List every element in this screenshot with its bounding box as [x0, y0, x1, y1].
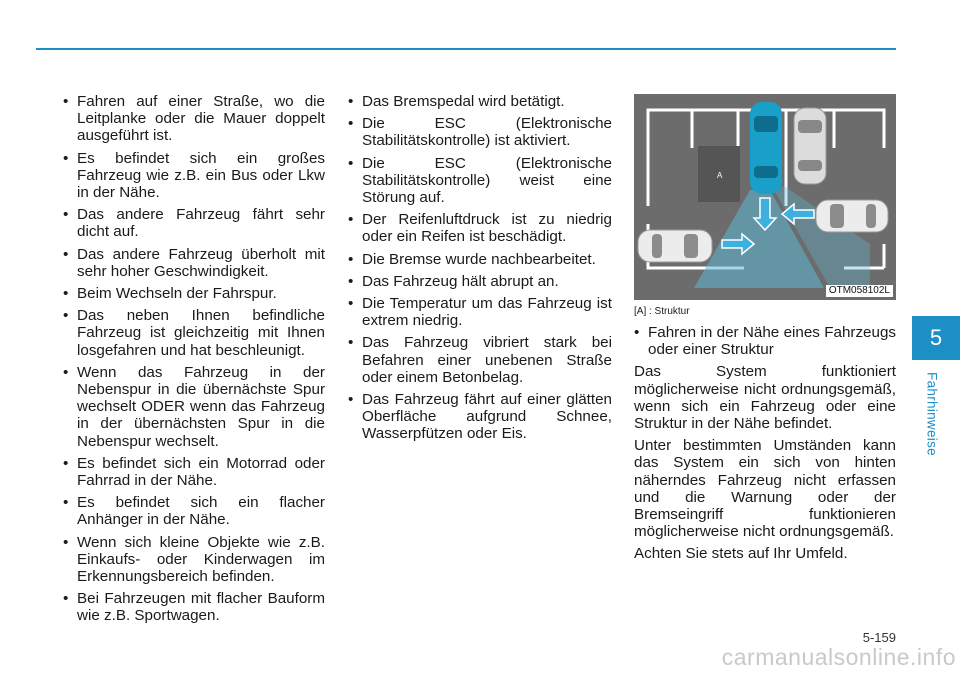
list-item: • Beim Wechseln der Fahrspur. — [63, 285, 325, 302]
list-item: • Das andere Fahrzeug überholt mit sehr hoher Geschwindigkeit. — [63, 246, 325, 280]
parked-car — [794, 108, 826, 184]
paragraph: Das System funktioniert möglicherweise nicht ordnungsgemäß, wenn sich ein Fahrzeug oder eine Struktur in der Nähe befindet. — [634, 363, 896, 433]
chapter-number-tab: 5 — [912, 316, 960, 360]
list-item: • Wenn sich kleine Objekte wie z.B. Einkaufs- oder Kinderwagen im Erkennungsbereich befinden. — [63, 534, 325, 586]
approaching-car-right — [816, 200, 888, 232]
paragraph: Achten Sie stets auf Ihr Umfeld. — [634, 545, 848, 563]
focus-car — [750, 102, 782, 194]
bullet-list-3 — [634, 324, 896, 358]
figure-code: OTM058102L — [826, 285, 893, 297]
list-item: • Der Reifenluftdruck ist zu niedrig oder ein Reifen ist beschädigt. — [348, 211, 612, 245]
list-item: • Die ESC (Elektronische Stabilitätskontrolle) weist eine Störung auf. — [348, 155, 612, 207]
column-3 — [634, 94, 896, 568]
chapter-title-vertical — [912, 366, 952, 462]
list-item: • Die Bremse wurde nachbearbeitet. — [348, 251, 612, 268]
list-item: • Das Fahrzeug vibriert stark bei Befahren einer unebenen Straße oder einem Betonbelag. — [348, 334, 612, 386]
bullet-list-2 — [348, 93, 612, 443]
approaching-car-left — [638, 230, 712, 262]
list-item: • Das Bremspedal wird betätigt. — [348, 93, 612, 110]
column-2 — [348, 93, 612, 448]
header-rule — [36, 48, 896, 50]
parking-lot-drawing — [634, 94, 896, 300]
parking-illustration — [634, 94, 896, 300]
watermark: carmanualsonline.info — [721, 644, 956, 670]
list-item: • Fahren in der Nähe eines Fahrzeugs oder einer Struktur — [634, 324, 896, 358]
list-item: • Das Fahrzeug fährt auf einer glätten Oberfläche aufgrund Schnee, Wasserpfützen oder Eis. — [348, 391, 612, 443]
list-item: • Die ESC (Elektronische Stabilitätskontrolle) ist aktiviert. — [348, 115, 612, 149]
list-item: • Es befindet sich ein flacher Anhänger in der Nähe. — [63, 494, 325, 528]
chapter-title-label: Fahrhinweise — [924, 372, 940, 456]
list-item: • Fahren auf einer Straße, wo die Leitplanke oder die Mauer doppelt ausgeführt ist. — [63, 93, 325, 145]
list-item: • Das andere Fahrzeug fährt sehr dicht auf. — [63, 206, 325, 240]
list-item: • Das neben Ihnen befindliche Fahrzeug ist gleichzeitig mit Ihnen losgefahren und hat beschleunigt. — [63, 307, 325, 359]
list-item: • Es befindet sich ein großes Fahrzeug wie z.B. ein Bus oder Lkw in der Nähe. — [63, 150, 325, 202]
structure-a-label: A — [717, 171, 723, 180]
column-1 — [63, 93, 325, 630]
figure-caption: [A] : Struktur — [634, 306, 690, 317]
list-item: • Es befindet sich ein Motorrad oder Fahrrad in der Nähe. — [63, 455, 325, 489]
list-item: • Wenn das Fahrzeug in der Nebenspur in die übernächste Spur wechselt ODER wenn das Fahrzeug in der übernächsten Spur in die Nebenspur wechselt. — [63, 364, 325, 450]
list-item: • Bei Fahrzeugen mit flacher Bauform wie z.B. Sportwagen. — [63, 590, 325, 624]
page-number: 5-159 — [862, 630, 896, 645]
list-item: • Die Temperatur um das Fahrzeug ist extrem niedrig. — [348, 295, 612, 329]
paragraph: Unter bestimmten Umständen kann das System ein sich von hinten näherndes Fahrzeug nicht erfassen und die Warnung oder der Bremseingriff funktionieren möglicherweise nicht ordnungsgemäß. — [634, 437, 896, 541]
bullet-list-1 — [63, 93, 325, 625]
list-item: • Das Fahrzeug hält abrupt an. — [348, 273, 612, 290]
